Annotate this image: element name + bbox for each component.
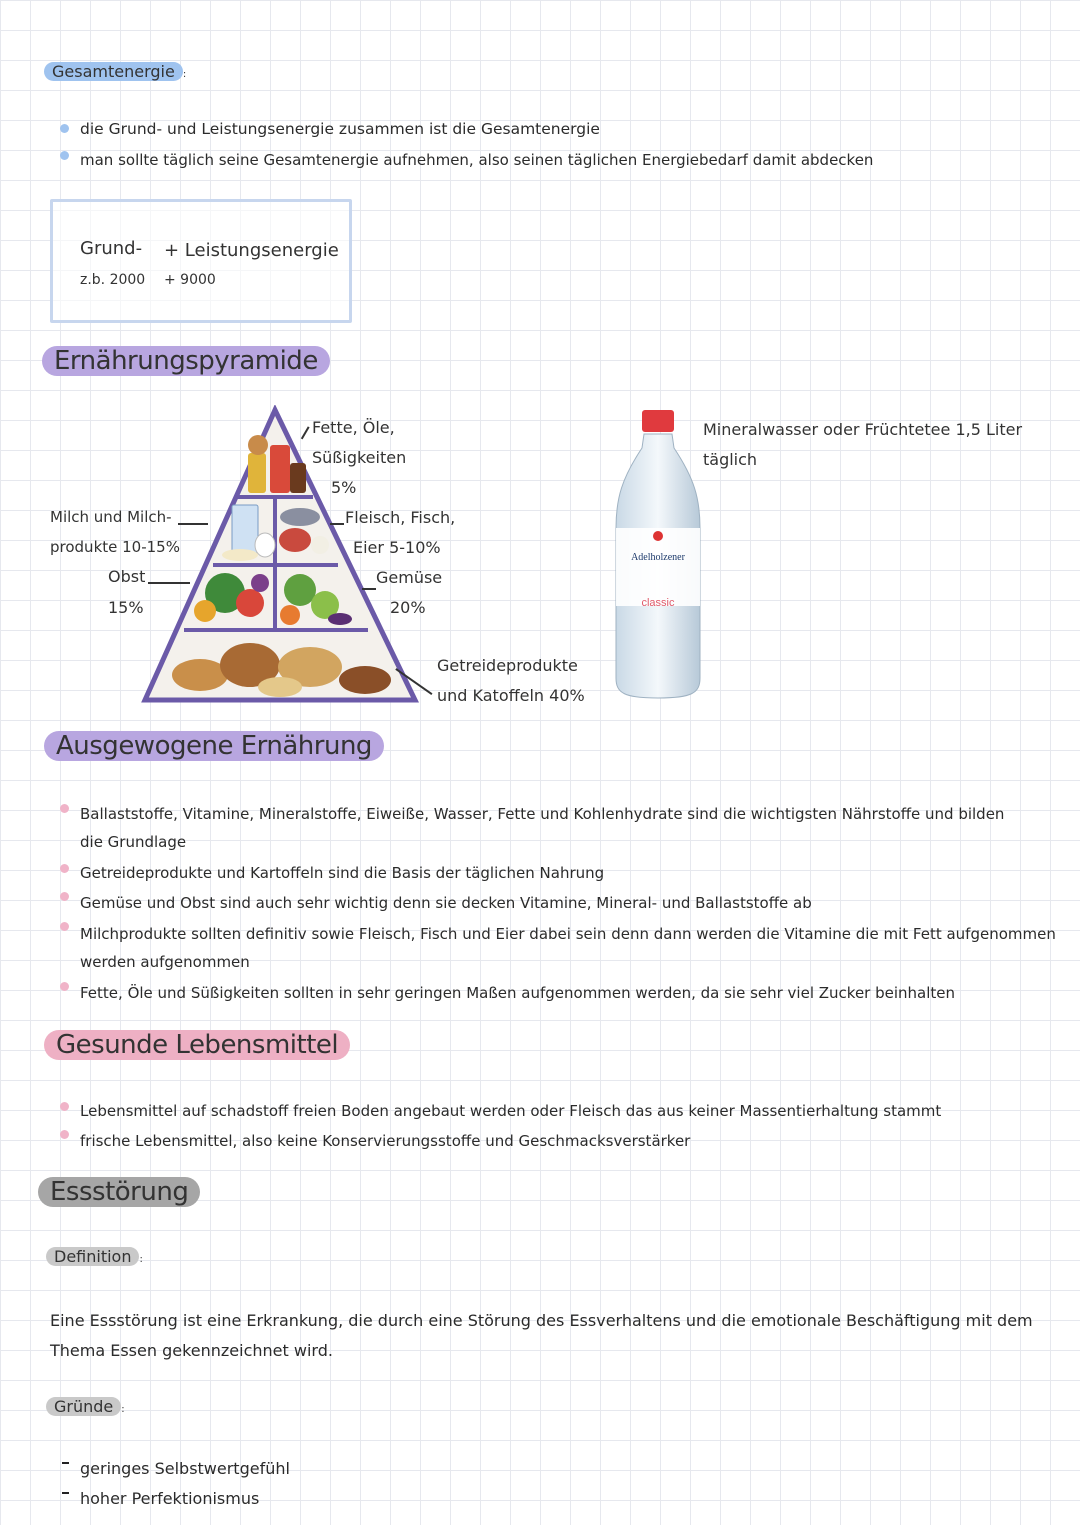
label-fleisch-1: Fleisch, Fisch, <box>345 508 456 527</box>
definition-text: Eine Essstörung ist eine Erkrankung, die durch eine Störung des Essverhaltens und die emotionale Beschäftigung mit dem Thema Essen gekennzeichnet wird. <box>50 1311 1033 1360</box>
definition-heading: Definition : <box>46 1247 143 1266</box>
section-heading-gesamtenergie: Gesamtenergie : <box>44 62 186 81</box>
section-heading-essstoerung: Essstörung <box>38 1177 200 1207</box>
bottle-brand: Adelholzener <box>631 552 685 563</box>
bottle-variant: classic <box>641 597 675 609</box>
bullet-dot <box>60 1130 69 1139</box>
water-note-2: täglich <box>703 450 758 469</box>
box-grund-label: Grund- <box>80 238 143 259</box>
bullet-dot <box>60 124 69 133</box>
ausgewogen-bullet-3: Gemüse und Obst sind auch sehr wichtig denn sie decken Vitamine, Mineral- und Ballaststoffe ab <box>80 894 812 912</box>
label-obst: Obst <box>108 567 146 586</box>
bullet-dot <box>60 151 69 160</box>
gruende-item-2: hoher Perfektionismus <box>80 1489 260 1508</box>
label-pointer <box>330 523 344 525</box>
dash-marker <box>62 1492 69 1494</box>
bullet-dot <box>60 804 69 813</box>
bullet-dot <box>60 864 69 873</box>
bullet-dot <box>60 922 69 931</box>
box-leistung-value: + 9000 <box>164 272 216 288</box>
bullet-dot <box>60 1102 69 1111</box>
bullet-dot <box>60 982 69 991</box>
gesamtenergie-bullet-2: man sollte täglich seine Gesamtenergie aufnehmen, also seinen täglichen Energiebedarf damit abdecken <box>80 151 874 169</box>
gesamtenergie-bullet-1: die Grund- und Leistungsenergie zusammen ist die Gesamtenergie <box>80 120 600 138</box>
gesund-bullet-1: Lebensmittel auf schadstoff freien Boden angebaut werden oder Fleisch das aus keiner Massentierhaltung stammt <box>80 1102 942 1120</box>
label-pointer <box>148 582 190 584</box>
bullet-dot <box>60 892 69 901</box>
gruende-heading: Gründe : <box>46 1397 125 1416</box>
label-getreide-1: Getreideprodukte <box>437 656 578 675</box>
label-obst-pct: 15% <box>108 598 144 617</box>
ausgewogen-bullet-2: Getreideprodukte und Kartoffeln sind die Basis der täglichen Nahrung <box>80 864 605 882</box>
water-bottle-image <box>612 408 704 700</box>
label-suessigkeiten: Süßigkeiten <box>312 448 407 467</box>
section-heading-gesund: Gesunde Lebensmittel <box>44 1030 350 1060</box>
label-fette-pct: 5% <box>331 478 357 497</box>
label-fette: Fette, Öle, <box>312 418 395 437</box>
label-fleisch-2: Eier 5-10% <box>353 538 441 557</box>
label-pointer <box>178 523 208 525</box>
label-milch-1: Milch und Milch- <box>50 508 172 526</box>
water-note-1: Mineralwasser oder Früchtetee 1,5 Liter <box>703 420 1023 439</box>
label-getreide-2: und Katoffeln 40% <box>437 686 585 705</box>
ausgewogen-bullet-4: Milchprodukte sollten definitiv sowie Fleisch, Fisch und Eier dabei sein denn dann werden die Vitamine die mit Fett aufgenommen werden aufgenommen <box>80 925 1056 971</box>
dash-marker <box>62 1462 69 1464</box>
ausgewogen-bullet-1: Ballaststoffe, Vitamine, Mineralstoffe, Eiweiße, Wasser, Fette und Kohlenhydrate sind die wichtigsten Nährstoffe und bilden die Grundlage <box>80 805 1005 851</box>
label-milch-2: produkte 10-15% <box>50 538 180 556</box>
box-grund-value: z.b. 2000 <box>80 272 146 288</box>
label-pointer <box>362 588 376 590</box>
ausgewogen-bullet-5: Fette, Öle und Süßigkeiten sollten in sehr geringen Maßen aufgenommen werden, da sie sehr viel Zucker beinhalten <box>80 984 956 1002</box>
label-gemuese: Gemüse <box>376 568 443 587</box>
label-gemuese-pct: 20% <box>390 598 426 617</box>
gesund-bullet-2: frische Lebensmittel, also keine Konservierungsstoffe und Geschmacksverstärker <box>80 1132 691 1150</box>
energy-formula-box <box>50 199 352 323</box>
section-heading-ausgewogen: Ausgewogene Ernährung <box>44 731 384 761</box>
box-leistung-label: + Leistungsenergie <box>164 240 339 261</box>
section-heading-pyramide: Ernährungspyramide <box>42 346 330 376</box>
gruende-item-1: geringes Selbstwertgefühl <box>80 1459 290 1478</box>
